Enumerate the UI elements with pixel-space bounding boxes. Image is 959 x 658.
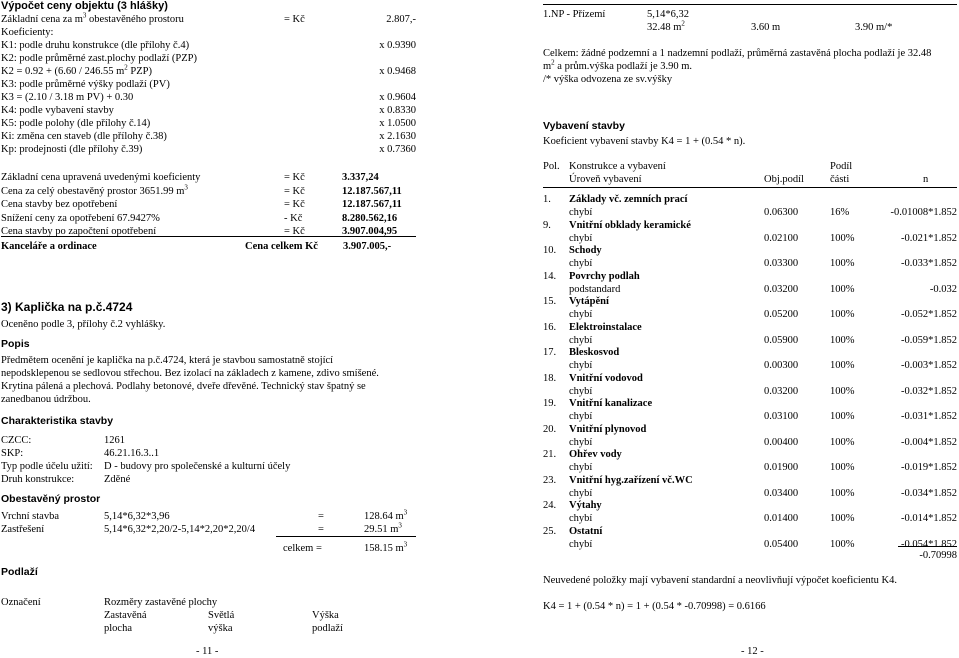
summary-label-text: Cena stavby po započtení opotřebení	[1, 226, 157, 237]
item-n: -0.031*1.852	[901, 411, 957, 422]
item-obj-podil: 0.03200	[764, 385, 799, 397]
obp-total-value: 158.15 $m^3$	[364, 540, 408, 554]
item-obj-podil: 0.00400	[764, 436, 799, 448]
summary-op: - Kč	[284, 212, 303, 224]
calc-label	[1, 143, 142, 156]
calc-label	[1, 39, 189, 52]
section-subtitle: Oceněno podle 3, přílohy č.2 vyhlášky.	[1, 319, 166, 330]
summary-label-sup: 3	[184, 183, 188, 191]
summary-value: 3.337,24	[342, 172, 379, 183]
th-casti: části	[830, 174, 850, 185]
floor-summary-line2: $m^2$ a prům.výška podlaží je 3.90 m.	[543, 58, 693, 72]
item-pct: 100%	[830, 513, 855, 524]
char-value: 1261	[104, 435, 125, 446]
item-number: 15.	[543, 296, 557, 307]
item-name: Povrchy podlah	[569, 270, 640, 282]
calc-label	[1, 78, 170, 91]
calc-label-text: K3: podle průměrné výšky podlaží (PV)	[1, 79, 170, 90]
summary-label	[1, 171, 200, 184]
calc-label-text: K5: podle polohy (dle přílohy č.14)	[1, 118, 151, 129]
item-level: chybí	[569, 360, 593, 371]
item-n: -0.059*1.852	[901, 334, 957, 346]
char-key: SKP:	[1, 448, 24, 459]
vybaveni-subtitle: Koeficient vybavení stavby K4 = 1 + (0.54 * n).	[543, 136, 746, 147]
podlazi-col-vyska: Výška	[312, 610, 339, 621]
floor-dims: 5,14*6,32	[647, 9, 689, 20]
item-number: 24.	[543, 500, 557, 511]
calc-label-text: K3 = (2.10 / 3.18 m PV) + 0.30	[1, 92, 134, 103]
calc-value: x 0.8330	[379, 105, 416, 116]
calc-value: 2.807,-	[386, 14, 416, 25]
item-obj-podil: 0.01400	[764, 513, 799, 524]
summary-label-text: Základní cena upravená uvedenými koeficienty	[1, 172, 201, 183]
item-number: 1.	[543, 194, 551, 205]
item-number: 21.	[543, 449, 557, 460]
footer-formula: K4 = 1 + (0.54 * n) = 1 + (0.54 * -0.70998) = 0.6166	[543, 601, 766, 612]
item-level: chybí	[569, 411, 593, 422]
item-pct: 100%	[830, 309, 855, 320]
item-obj-podil: 0.02100	[764, 232, 799, 244]
item-number: 19.	[543, 398, 557, 409]
left-heading: Výpočet ceny objektu (3 hlášky)	[1, 0, 168, 12]
summary-value: 8.280.562,16	[342, 212, 398, 224]
podlazi-title: Podlaží	[1, 566, 38, 578]
floor-summary-line1: Celkem: žádné podzemní a 1 nadzemní podlaží, průměrná zastavěná plocha podlaží je 32.48	[543, 48, 932, 59]
item-name: Vnitřní vodovod	[569, 372, 643, 384]
summary-label-text: Cena za celý obestavěný prostor 3651.99 m	[1, 185, 185, 197]
popis-line: Krytina pálená a plechová. Podlahy betonové, dveře dřevěné. Technický stav špatný se	[1, 381, 366, 392]
item-n: -0.054*1.852	[901, 538, 957, 550]
summary-op: = Kč	[284, 185, 305, 197]
section-title: 3) Kaplička na p.č.4724	[1, 300, 133, 314]
item-name: Bleskosvod	[569, 347, 620, 358]
calc-value: x 0.9390	[379, 40, 416, 51]
item-n: -0.021*1.852	[901, 232, 957, 244]
summary-op: = Kč	[284, 199, 305, 210]
obp-eq: =	[318, 524, 324, 535]
char-title: Charakteristika stavby	[1, 415, 114, 427]
calc-label-text: Koeficienty:	[1, 27, 54, 38]
calc-label	[1, 104, 114, 117]
calc-label	[1, 13, 184, 26]
obp-separator	[276, 536, 416, 537]
summary-value: 12.187.567,11	[342, 199, 402, 210]
floor-height: 3.90 m/*	[855, 22, 893, 33]
item-n: -0.032	[929, 283, 957, 295]
calc-label-text: K2: podle průměrné zast.plochy podlaží (PZP)	[1, 53, 197, 64]
th-podil: Podíl	[830, 161, 853, 172]
popis-line: Předmětem ocenění je kaplička na p.č.4724, která je stavbou samostatně stojící	[1, 355, 334, 366]
obp-formula: 5,14*6,32*2,20/2-5,14*2,20*2,20/4	[104, 524, 256, 535]
sum-line	[898, 546, 957, 547]
calc-op: = Kč	[284, 14, 305, 25]
item-pct: 100%	[830, 232, 855, 244]
item-number: 17.	[543, 347, 557, 358]
vybaveni-title: Vybavení stavby	[543, 120, 625, 132]
item-name: Schody	[569, 245, 602, 256]
calc-label-tail: obestavěného prostoru	[86, 14, 184, 25]
calc-label	[1, 91, 133, 104]
item-level: chybí	[569, 538, 593, 550]
item-name: Elektroinstalace	[569, 321, 642, 333]
table-head-line	[543, 187, 957, 188]
item-obj-podil: 0.03100	[764, 411, 799, 422]
item-name: Vnitřní hyg.zařízení vč.WC	[569, 474, 693, 486]
footer-note: Neuvedené položky mají vybavení standardní a neovlivňují výpočet koeficientu K4.	[543, 575, 897, 586]
popis-line: nepodsklepenou se sedlovou střechou. Bez izolací na základech z kamene, zdivo smíšené.	[1, 368, 379, 379]
item-level: chybí	[569, 462, 593, 473]
calc-label-text: K2 = 0.92 + (6.60 / 246.55 m	[1, 66, 125, 77]
th-n: n	[923, 174, 929, 185]
char-value: 46.21.16.3..1	[104, 448, 160, 459]
podlazi-col-rozmery: Rozměry zastavěné plochy	[104, 597, 218, 608]
obp-formula: 5,14*6,32*3,96	[104, 511, 170, 522]
total-value: 3.907.005,-	[343, 241, 392, 252]
obp-key: Vrchní stavba	[1, 511, 59, 522]
calc-label-text: Základní cena za m	[1, 14, 83, 25]
item-number: 14.	[543, 270, 557, 282]
item-obj-podil: 0.05400	[764, 538, 799, 550]
floor-area: 32.48 $m^2$	[647, 19, 685, 33]
calc-label	[1, 26, 53, 39]
calc-value: x 0.7360	[379, 144, 416, 155]
item-name: Ohřev vody	[569, 449, 622, 460]
floor-name: 1.NP - Přízemí	[543, 9, 606, 20]
th-obj-podil: Obj.podíl	[764, 174, 804, 185]
podlazi-col-zastavena: Zastavěná	[104, 610, 147, 621]
summary-value: 12.187.567,11	[342, 185, 402, 197]
obp-value-text: 128.64 m	[364, 511, 404, 522]
char-key: Druh konstrukce:	[1, 474, 75, 485]
item-pct: 100%	[830, 538, 855, 550]
item-obj-podil: 0.01900	[764, 462, 799, 473]
char-key: Typ podle účelu užití:	[1, 461, 93, 472]
item-n: -0.052*1.852	[901, 309, 957, 320]
total-label: Kanceláře a ordinace	[1, 241, 97, 252]
char-key: CZCC:	[1, 435, 32, 446]
item-obj-podil: 0.00300	[764, 360, 799, 371]
obp-total-label: celkem =	[283, 543, 322, 554]
item-level: podstandard	[569, 283, 621, 295]
item-number: 25.	[543, 525, 557, 537]
item-number: 20.	[543, 423, 557, 435]
summary-value: 3.907.004,95	[342, 226, 398, 237]
th-pol: Pol.	[543, 161, 560, 172]
item-pct: 100%	[830, 436, 855, 448]
obp-value	[364, 523, 402, 536]
item-number: 23.	[543, 474, 557, 486]
obp-value-sup: 3	[403, 508, 408, 517]
item-number: 9.	[543, 219, 551, 231]
th-uroven: Úroveň vybavení	[569, 174, 642, 185]
item-pct: 100%	[830, 258, 855, 269]
item-pct: 100%	[830, 360, 855, 371]
item-number: 10.	[543, 245, 557, 256]
floor-clear-height: 3.60 m	[751, 22, 781, 33]
item-pct: 100%	[830, 334, 855, 346]
calc-label-text: K1: podle druhu konstrukce (dle přílohy č.4)	[1, 40, 190, 51]
obp-eq: =	[318, 511, 324, 522]
total-mid-label: Cena celkem Kč	[245, 241, 318, 252]
summary-op: = Kč	[284, 226, 305, 237]
item-obj-podil: 0.06300	[764, 207, 799, 218]
summary-label-text: Snížení ceny za opotřebení 67.9427%	[1, 212, 160, 224]
item-n: -0.01008*1.852	[890, 207, 957, 218]
item-pct: 100%	[830, 385, 855, 397]
calc-label	[1, 52, 197, 65]
podlazi-col-plocha: plocha	[104, 623, 132, 634]
item-name: Vnitřní plynovod	[569, 423, 647, 435]
item-obj-podil: 0.05900	[764, 334, 799, 346]
item-n: -0.032*1.852	[901, 385, 957, 397]
podlazi-col-svetla: Světlá	[208, 610, 235, 621]
item-n: -0.004*1.852	[901, 436, 957, 448]
item-number: 16.	[543, 321, 557, 333]
item-obj-podil: 0.03300	[764, 258, 799, 269]
summary-label	[1, 185, 188, 198]
podlazi-col-vyska-podlazi: podlaží	[312, 623, 343, 634]
total-separator	[1, 236, 416, 237]
item-pct: 100%	[830, 462, 855, 473]
th-konstrukce: Konstrukce a vybavení	[569, 161, 666, 172]
calc-label	[1, 65, 152, 78]
item-number: 18.	[543, 372, 557, 384]
item-pct: 100%	[830, 411, 855, 422]
floor-top-line	[543, 4, 957, 5]
char-value: D - budovy pro společenské a kulturní účely	[104, 461, 291, 472]
podlazi-col-oznaceni: Označení	[1, 597, 41, 608]
page-number-left: - 11 -	[196, 646, 219, 657]
obp-title: Obestavěný prostor	[1, 493, 101, 505]
podlazi-col-svetla-vyska: výška	[208, 623, 233, 634]
item-level: chybí	[569, 385, 593, 397]
summary-label-text: Cena stavby bez opotřebení	[1, 199, 118, 210]
calc-value: x 1.0500	[379, 118, 416, 129]
item-obj-podil: 0.05200	[764, 309, 799, 320]
item-n: -0.033*1.852	[901, 258, 957, 269]
item-obj-podil: 0.03400	[764, 487, 799, 499]
summary-label	[1, 212, 160, 225]
calc-label-sup: 2	[124, 63, 128, 72]
calc-label	[1, 130, 167, 143]
popis-line: zanedbanou údržbou.	[1, 394, 91, 405]
calc-label-tail: PZP)	[127, 66, 152, 77]
item-pct: 100%	[830, 283, 855, 295]
obp-value-text: 29.51 m	[364, 524, 399, 535]
calc-value: x 2.1630	[379, 131, 416, 142]
item-name: Základy vč. zemních prací	[569, 194, 688, 205]
item-level: chybí	[569, 309, 593, 320]
summary-label	[1, 198, 117, 211]
item-n: -0.034*1.852	[901, 487, 957, 499]
page-number-right: - 12 -	[741, 646, 764, 657]
item-pct: 16%	[830, 207, 850, 218]
item-level: chybí	[569, 258, 593, 269]
calc-label-sup: 3	[82, 11, 87, 20]
calc-label-text: K4: podle vybavení stavby	[1, 105, 114, 116]
item-name: Vnitřní kanalizace	[569, 398, 653, 409]
obp-key: Zastřešení	[1, 524, 45, 535]
summary-op: = Kč	[284, 172, 305, 183]
calc-value: x 0.9468	[379, 66, 416, 77]
calc-label-text: Kp: prodejnosti (dle přílohy č.39)	[1, 144, 143, 155]
item-n: -0.003*1.852	[901, 360, 957, 371]
item-name: Vytápění	[569, 296, 609, 307]
calc-value: x 0.9604	[379, 92, 416, 103]
item-level: chybí	[569, 436, 593, 448]
item-level: chybí	[569, 513, 593, 524]
item-name: Vnitřní obklady keramické	[569, 219, 691, 231]
popis-title: Popis	[1, 338, 30, 350]
item-name: Ostatní	[569, 525, 603, 537]
item-level: chybí	[569, 487, 593, 499]
item-n: -0.019*1.852	[901, 462, 957, 473]
item-name: Výtahy	[569, 500, 602, 511]
sum-n: -0.70998	[919, 550, 957, 561]
item-level: chybí	[569, 232, 593, 244]
char-value: Zděné	[104, 474, 131, 485]
floor-summary-line3: /* výška odvozena ze sv.výšky	[543, 74, 673, 85]
item-pct: 100%	[830, 487, 855, 499]
calc-label	[1, 117, 150, 130]
calc-label-text: Ki: změna cen staveb (dle přílohy č.38)	[1, 131, 167, 142]
obp-value-sup: 3	[398, 521, 402, 530]
item-n: -0.014*1.852	[901, 513, 957, 524]
item-level: chybí	[569, 334, 593, 346]
item-level: chybí	[569, 207, 593, 218]
item-obj-podil: 0.03200	[764, 283, 799, 295]
